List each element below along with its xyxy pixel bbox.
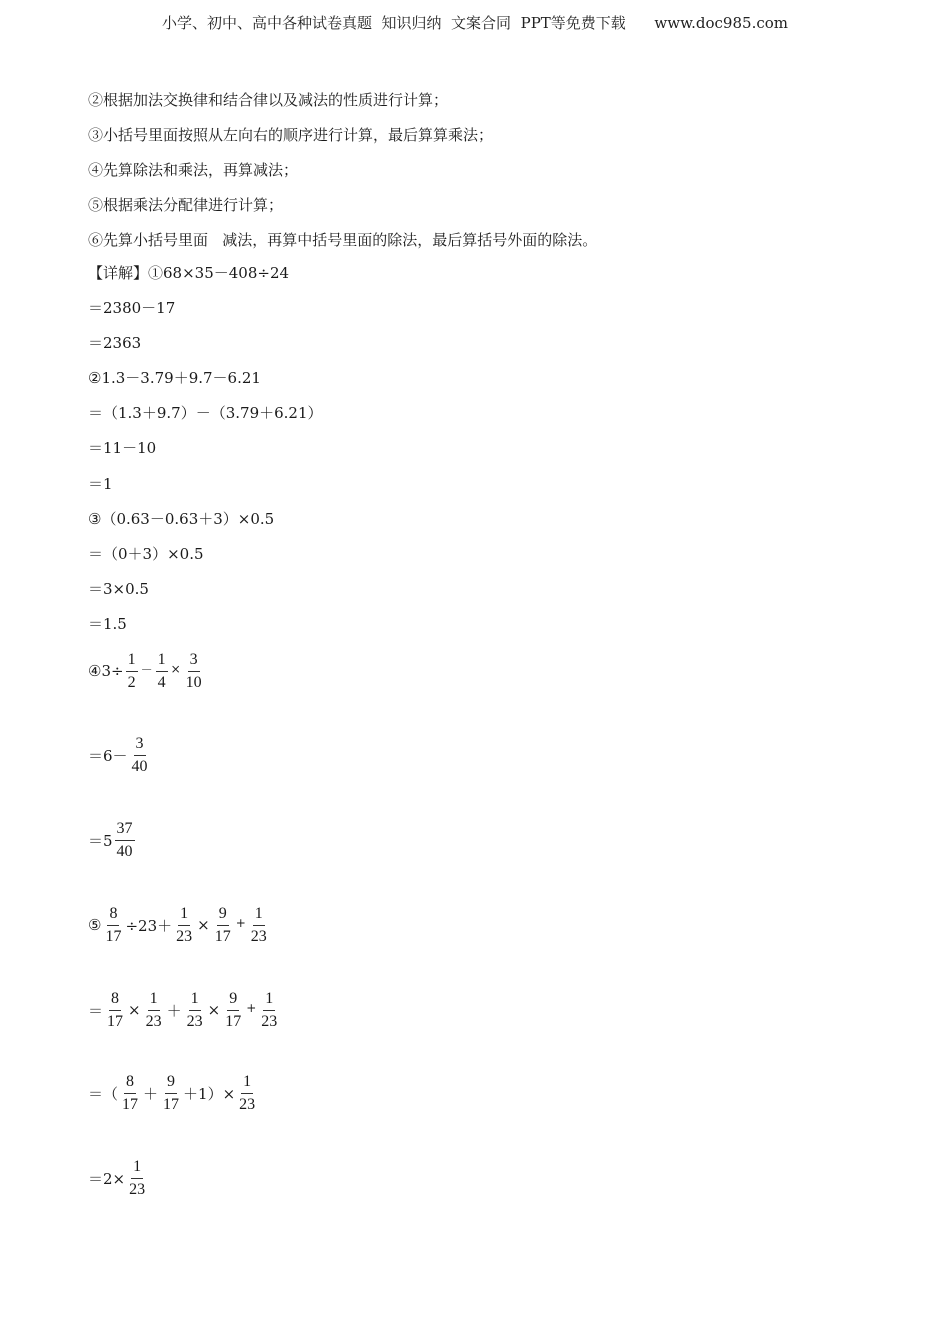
q5-l3-prefix: ＝（ <box>88 1084 119 1103</box>
analysis-line-2: ②根据加法交换律和结合律以及减法的性质进行计算； <box>88 91 449 109</box>
fraction: $\frac{9}{17}$ <box>225 989 242 1030</box>
q5-l3-tail: ＋1）× <box>183 1084 236 1103</box>
analysis-line-4: ④先算除法和乘法，再算减法； <box>88 161 299 179</box>
detail-q5-line-4 <box>88 1148 149 1208</box>
detail-q1-line-3: ＝2363 <box>88 334 142 352</box>
fraction: $\frac{8}{17}$ <box>105 904 122 945</box>
detail-q2-line-2: ＝（1.3＋9.7）－（3.79＋6.21） <box>88 404 323 422</box>
page-header: 小学、初中、高中各种试卷真题 知识归纳 文案合同 PPT等免费下载 www.doc985.com <box>161 14 788 32</box>
fraction: $\frac{1}{23}$ <box>145 989 162 1030</box>
q5-l2-op3: × <box>207 1001 221 1019</box>
q4-l3-prefix: ＝5 <box>88 831 113 850</box>
fraction: $\frac{1}{23}$ <box>261 989 278 1030</box>
q4-l1-op1: － <box>140 662 153 677</box>
q4-l2-prefix: ＝6－ <box>88 746 128 765</box>
detail-q3-line-3: ＝3×0.5 <box>88 580 149 598</box>
detail-q3-line-2: ＝（0＋3）×0.5 <box>88 545 204 563</box>
detail-q1-line-1 <box>88 263 289 283</box>
detail-q4-line-1 <box>88 641 206 701</box>
analysis-line-5: ⑤根据乘法分配律进行计算； <box>88 196 284 214</box>
q5-l2-op2: ＋ <box>166 1001 182 1020</box>
fraction: $\frac{1}{23}$ <box>129 1157 146 1198</box>
detail-q3-line-4: ＝1.5 <box>88 615 127 633</box>
q5-l1-op2: + <box>235 916 246 930</box>
q5-l1-op1: × <box>197 916 210 934</box>
analysis-line-3: ③小括号里面按照从左向右的顺序进行计算，最后算算乘法； <box>88 126 494 144</box>
fraction: $\frac{1}{23}$ <box>186 989 203 1030</box>
detail-q1-line-2: ＝2380－17 <box>88 299 176 317</box>
fraction: $\frac{1}{23}$ <box>250 904 267 945</box>
q5-l3-op1: ＋ <box>143 1084 159 1103</box>
fraction: $\frac{1}{2}$ <box>127 650 136 691</box>
q5-l2-op4: + <box>246 1001 257 1015</box>
fraction: $\frac{8}{17}$ <box>122 1072 139 1113</box>
fraction: $\frac{1}{23}$ <box>239 1072 256 1113</box>
detail-q4-line-2 <box>88 725 152 785</box>
fraction: $\frac{1}{23}$ <box>176 904 193 945</box>
q5-l4-prefix: ＝2× <box>88 1169 126 1188</box>
q5-l2-prefix: ＝ <box>88 1001 104 1020</box>
fraction: $\frac{3}{40}$ <box>131 734 148 775</box>
fraction: $\frac{37}{40}$ <box>116 819 133 860</box>
fraction: $\frac{9}{17}$ <box>214 904 231 945</box>
q4-l1-op2: × <box>170 662 181 676</box>
detail-q2-line-1: ②1.3－3.79＋9.7－6.21 <box>88 369 261 387</box>
fraction: $\frac{9}{17}$ <box>163 1072 180 1113</box>
detail-q5-line-1 <box>88 895 271 955</box>
q1-expression: ①68×35－408÷24 <box>148 264 290 282</box>
q4-l1-prefix: ④3÷ <box>88 662 124 680</box>
q5-l1-mid: ÷23＋ <box>125 916 173 935</box>
q5-l1-prefix: ⑤ <box>88 916 102 934</box>
detail-q2-line-4: ＝1 <box>88 475 113 493</box>
detail-q2-line-3: ＝11－10 <box>88 439 157 457</box>
analysis-line-6: ⑥先算小括号里面 减法，再算中括号里面的除法，最后算括号外面的除法。 <box>88 231 598 249</box>
detail-q3-line-1: ③（0.63－0.63＋3）×0.5 <box>88 510 275 528</box>
detail-q5-line-2 <box>88 980 281 1040</box>
fraction: $\frac{1}{4}$ <box>157 650 166 691</box>
detail-q5-line-3 <box>88 1063 259 1123</box>
fraction: $\frac{8}{17}$ <box>107 989 124 1030</box>
q5-l2-op1: × <box>128 1001 141 1019</box>
fraction: $\frac{3}{10}$ <box>185 650 202 691</box>
detail-q4-line-3 <box>88 810 137 870</box>
detail-label: 【详解】 <box>88 264 149 282</box>
